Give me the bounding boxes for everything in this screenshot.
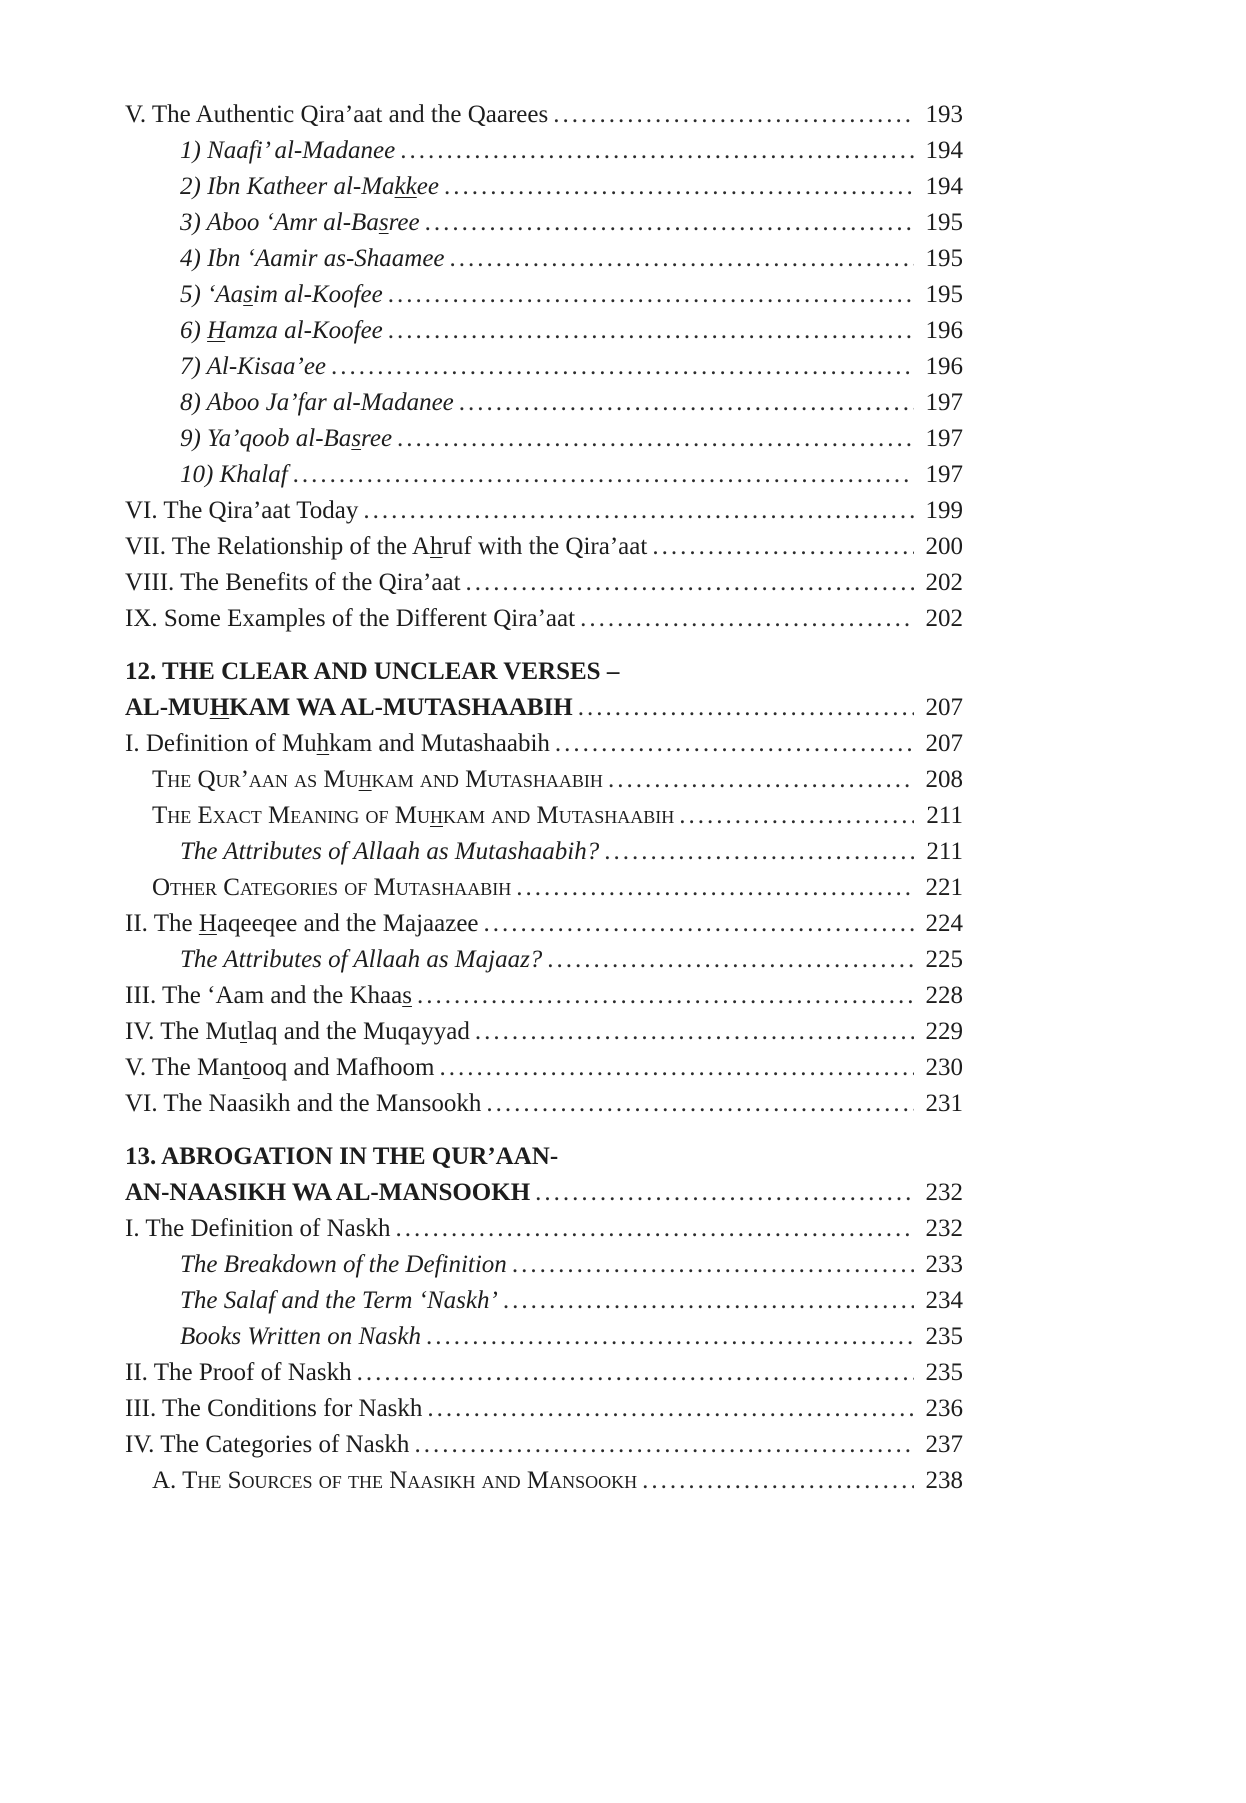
toc-entry (125, 565, 963, 601)
toc-section-heading (125, 1139, 963, 1175)
toc-entry (125, 601, 963, 637)
transliteration-underline: s (378, 209, 389, 236)
toc-entry (125, 205, 963, 241)
transliteration-underline: s (402, 982, 412, 1009)
dot-leader (388, 313, 914, 349)
toc-page-number: 197 (925, 389, 963, 416)
toc-entry-title: 8) Aboo Ja’far al-Madanee (180, 389, 454, 416)
transliteration-underline: h (358, 766, 372, 793)
toc-entry-title: 13. ABROGATION IN THE QUR’AAN- (125, 1143, 559, 1170)
dot-leader (679, 798, 914, 834)
dot-leader (293, 457, 914, 493)
dot-leader (486, 1086, 914, 1122)
transliteration-underline: t (240, 1018, 248, 1045)
toc-entry (125, 798, 963, 834)
dot-leader (425, 205, 914, 241)
dot-leader (608, 762, 914, 798)
toc-entry (125, 493, 963, 529)
toc-entry (125, 1283, 963, 1319)
toc-entry (125, 1211, 963, 1247)
dot-leader (400, 133, 914, 169)
toc-entry (125, 1014, 963, 1050)
toc-entry-title: 9) Ya’qoob al-Basree (180, 425, 393, 452)
toc-entry-title: IX. Some Examples of the Different Qira’aat (125, 605, 576, 632)
transliteration-underline: s (243, 281, 253, 308)
dot-leader (414, 1427, 914, 1463)
dot-leader (547, 942, 914, 978)
toc-entry-title: V. The Authentic Qira’aat and the Qaarees (125, 101, 549, 128)
toc-entry-title: The Attributes of Allaah as Mutashaabih? (180, 838, 600, 865)
dot-leader (484, 906, 914, 942)
toc-entry (125, 169, 963, 205)
dot-leader (516, 870, 914, 906)
toc-page-number: 207 (925, 694, 963, 721)
toc-entry (125, 241, 963, 277)
toc-entry (125, 133, 963, 169)
dot-leader (553, 97, 914, 133)
toc-page-number: 197 (925, 425, 963, 452)
toc-entry (125, 1247, 963, 1283)
toc-entry-title: 2) Ibn Katheer al-Makkee (180, 173, 439, 200)
toc-entry (125, 870, 963, 906)
toc-page-number: 234 (925, 1287, 963, 1314)
toc-page-number: 196 (925, 353, 963, 380)
dot-leader (475, 1014, 914, 1050)
toc-entry (125, 529, 963, 565)
dot-leader (363, 493, 914, 529)
toc-entry-title: 6) Hamza al-Koofee (180, 317, 383, 344)
toc-entry-title: A. The Sources of the Naasikh and Mansookh (152, 1467, 638, 1494)
toc-page-number: 197 (925, 461, 963, 488)
toc-entry-title: The Exact Meaning of Muhkam and Mutashaabih (152, 802, 675, 829)
dot-leader (466, 565, 914, 601)
dot-leader (652, 529, 914, 565)
transliteration-underline: h (430, 802, 443, 829)
dot-leader (503, 1283, 914, 1319)
toc-page-number: 202 (925, 569, 963, 596)
toc-page-number: 199 (925, 497, 963, 524)
toc-page-number: 229 (925, 1018, 963, 1045)
toc-entry-title: III. The ‘Aam and the Khaas (125, 982, 412, 1009)
toc-page-number: 195 (925, 245, 963, 272)
toc-entry (125, 97, 963, 133)
dot-leader (417, 978, 914, 1014)
transliteration-underline: H (198, 910, 217, 937)
toc-entry-title: 12. THE CLEAR AND UNCLEAR VERSES – (125, 658, 620, 685)
toc-page-number: 238 (925, 1467, 963, 1494)
transliteration-underline: h (316, 730, 330, 757)
toc-entry-title: The Qur’aan as Muhkam and Mutashaabih (152, 766, 603, 793)
dot-leader (512, 1247, 914, 1283)
transliteration-underline: s (351, 425, 362, 452)
dot-leader (388, 277, 914, 313)
dot-leader (427, 1391, 914, 1427)
toc-entry (125, 834, 963, 870)
toc-entry-title: I. The Definition of Naskh (125, 1215, 391, 1242)
toc-section-heading (125, 654, 963, 690)
dot-leader (535, 1175, 914, 1211)
transliteration-underline: h (430, 533, 443, 560)
toc-entry (125, 942, 963, 978)
toc-entry-title: I. Definition of Muhkam and Mutashaabih (125, 730, 550, 757)
toc-entry-title: 4) Ibn ‘Aamir as-Shaamee (180, 245, 445, 272)
toc-page-number: 208 (925, 766, 963, 793)
toc-entry-title: IV. The Mutlaq and the Muqayyad (125, 1018, 470, 1045)
toc-page-number: 221 (925, 874, 963, 901)
toc-page-number: 194 (925, 173, 963, 200)
transliteration-underline: t (242, 1054, 250, 1081)
toc-page-number: 235 (925, 1323, 963, 1350)
toc-page-number: 207 (925, 730, 963, 757)
dot-leader (555, 726, 914, 762)
toc-entry-title: VI. The Naasikh and the Mansookh (125, 1090, 482, 1117)
toc-page-number: 232 (925, 1179, 963, 1206)
toc-entry-title: 1) Naafi’ al-Madanee (180, 137, 396, 164)
dot-leader (580, 601, 914, 637)
toc-entry (125, 762, 963, 798)
toc-page-number: 236 (925, 1395, 963, 1422)
dot-leader (395, 1211, 914, 1247)
toc-entry (125, 457, 963, 493)
dot-leader (604, 834, 914, 870)
dot-leader (331, 349, 914, 385)
toc-page-number: 194 (925, 137, 963, 164)
toc-page-number: 228 (925, 982, 963, 1009)
toc-entry (125, 277, 963, 313)
toc-page-number: 237 (925, 1431, 963, 1458)
transliteration-underline: kk (394, 173, 417, 200)
toc-entry (125, 978, 963, 1014)
toc-page-number: 211 (926, 838, 963, 865)
toc-section-heading (125, 1175, 963, 1211)
toc-entry (125, 726, 963, 762)
toc-page-number: 193 (925, 101, 963, 128)
toc-page-number: 231 (925, 1090, 963, 1117)
toc-entry (125, 1355, 963, 1391)
toc-entry (125, 1463, 963, 1499)
toc-entry-title: Other Categories of Mutashaabih (152, 874, 512, 901)
toc-entry (125, 1050, 963, 1086)
toc-entry-title: AL-MUHKAM WA AL-MUTASHAABIH (125, 694, 573, 721)
toc-section-heading (125, 690, 963, 726)
dot-leader (578, 690, 914, 726)
toc-page-number: 211 (926, 802, 963, 829)
toc-page-number: 200 (925, 533, 963, 560)
toc-entry (125, 906, 963, 942)
toc-page-number: 232 (925, 1215, 963, 1242)
toc-page-number: 230 (925, 1054, 963, 1081)
toc-entry (125, 1319, 963, 1355)
toc-entry-title: Books Written on Naskh (180, 1323, 421, 1350)
toc-entry (125, 1391, 963, 1427)
dot-leader (459, 385, 914, 421)
transliteration-underline: H (209, 694, 230, 721)
toc-entry-title: II. The Proof of Naskh (125, 1359, 352, 1386)
transliteration-underline: H (207, 317, 226, 344)
toc-entry (125, 313, 963, 349)
dot-leader (357, 1355, 914, 1391)
toc-entry (125, 421, 963, 457)
dot-leader (450, 241, 914, 277)
dot-leader (439, 1050, 914, 1086)
toc-entry-title: The Salaf and the Term ‘Naskh’ (180, 1287, 498, 1314)
toc-entry-title: 10) Khalaf (180, 461, 288, 488)
toc-entry-title: The Breakdown of the Definition (180, 1251, 507, 1278)
toc-entry (125, 1086, 963, 1122)
toc-entry (125, 349, 963, 385)
toc-entry-title: II. The Haqeeqee and the Majaazee (125, 910, 479, 937)
toc-entry-title: AN-NAASIKH WA AL-MANSOOKH (125, 1179, 531, 1206)
toc-entry-title: III. The Conditions for Naskh (125, 1395, 423, 1422)
toc-entry-title: The Attributes of Allaah as Majaaz? (180, 946, 543, 973)
toc-page-number: 235 (925, 1359, 963, 1386)
toc-entry-title: 3) Aboo ‘Amr al-Basree (180, 209, 420, 236)
toc-page-number: 195 (925, 209, 963, 236)
toc-entry-title: VIII. The Benefits of the Qira’aat (125, 569, 461, 596)
toc-page-number: 224 (925, 910, 963, 937)
toc-entry-title: 5) ‘Aasim al-Koofee (180, 281, 383, 308)
toc-entry-title: V. The Mantooq and Mafhoom (125, 1054, 435, 1081)
dot-leader (426, 1319, 914, 1355)
dot-leader (397, 421, 914, 457)
toc-page-number: 196 (925, 317, 963, 344)
toc-entry-title: VI. The Qira’aat Today (125, 497, 359, 524)
toc-entry (125, 1427, 963, 1463)
toc-entry-title: IV. The Categories of Naskh (125, 1431, 410, 1458)
toc-page-number: 225 (925, 946, 963, 973)
toc-entry-title: 7) Al-Kisaa’ee (180, 353, 327, 380)
toc-entry (125, 385, 963, 421)
dot-leader (642, 1463, 914, 1499)
toc-page-number: 233 (925, 1251, 963, 1278)
toc-entry-title: VII. The Relationship of the Ahruf with the Qira’aat (125, 533, 648, 560)
dot-leader (444, 169, 914, 205)
toc-page-number: 195 (925, 281, 963, 308)
toc-page-number: 202 (925, 605, 963, 632)
toc-list (125, 97, 963, 1499)
